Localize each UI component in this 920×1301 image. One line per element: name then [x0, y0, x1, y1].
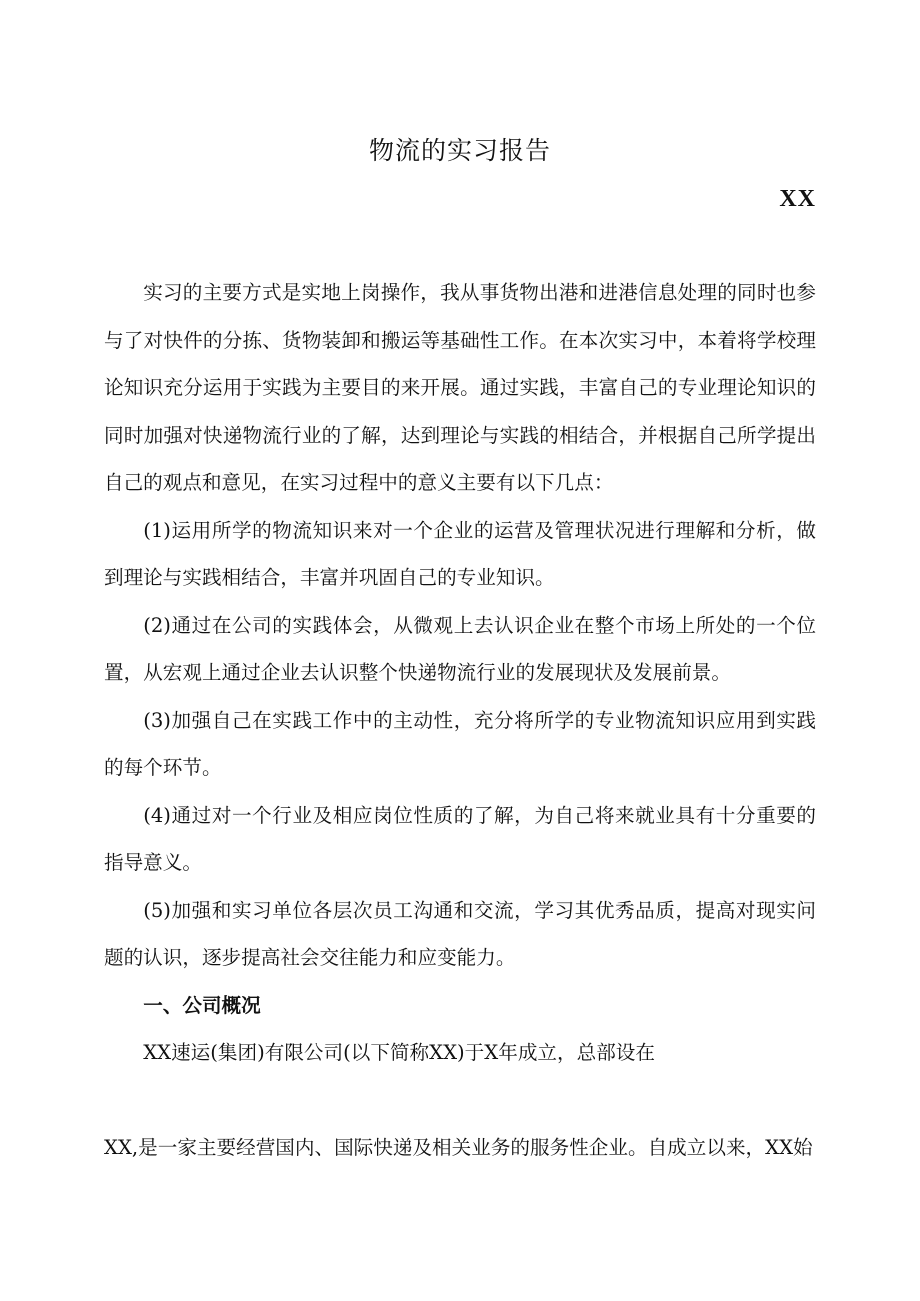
company-paragraph-line-1: XX速运(集团)有限公司(以下简称XX)于X年成立，总部设在 [143, 1041, 655, 1064]
point-4-paragraph: (4)通过对一个行业及相应岗位性质的了解，为自己将来就业具有十分重要的指导意义。 [104, 803, 816, 874]
author-name: XX [779, 186, 816, 212]
point-3-paragraph: (3)加强自己在实践工作中的主动性，充分将所学的专业物流知识应用到实践的每个环节。 [104, 708, 816, 779]
section-heading: 一、公司概况 [143, 993, 261, 1017]
document-body [104, 269, 816, 1172]
intro-paragraph: 实习的主要方式是实地上岗操作，我从事货物出港和进港信息处理的同时也参与了对快件的分拣、货物装卸和搬运等基础性工作。在本次实习中，本着将学校理论知识充分运用于实践为主要目的来开展。通过实践，丰富自己的专业理论知识的同时加强对快递物流行业的了解，达到理论与实践的相结合，并根据自己所学提出自己的观点和意见，在实习过程中的意义主要有以下几点： [104, 281, 816, 494]
document-title: 物流的实习报告 [368, 136, 551, 165]
point-2-paragraph: (2)通过在公司的实践体会，从微观上去认识企业在整个市场上所处的一个位置，从宏观上通过企业去认识整个快递物流行业的发展现状及发展前景。 [104, 613, 816, 684]
point-1-paragraph: (1)运用所学的物流知识来对一个企业的运营及管理状况进行理解和分析，做到理论与实践相结合，丰富并巩固自己的专业知识。 [104, 518, 816, 589]
point-5-paragraph: (5)加强和实习单位各层次员工沟通和交流，学习其优秀品质，提高对现实问题的认识，逐步提高社会交往能力和应变能力。 [104, 898, 816, 969]
company-paragraph-line-2: XX,是一家主要经营国内、国际快递及相关业务的服务性企业。自成立以来，XX始 [104, 1136, 813, 1159]
paragraph-gap [104, 1077, 816, 1125]
